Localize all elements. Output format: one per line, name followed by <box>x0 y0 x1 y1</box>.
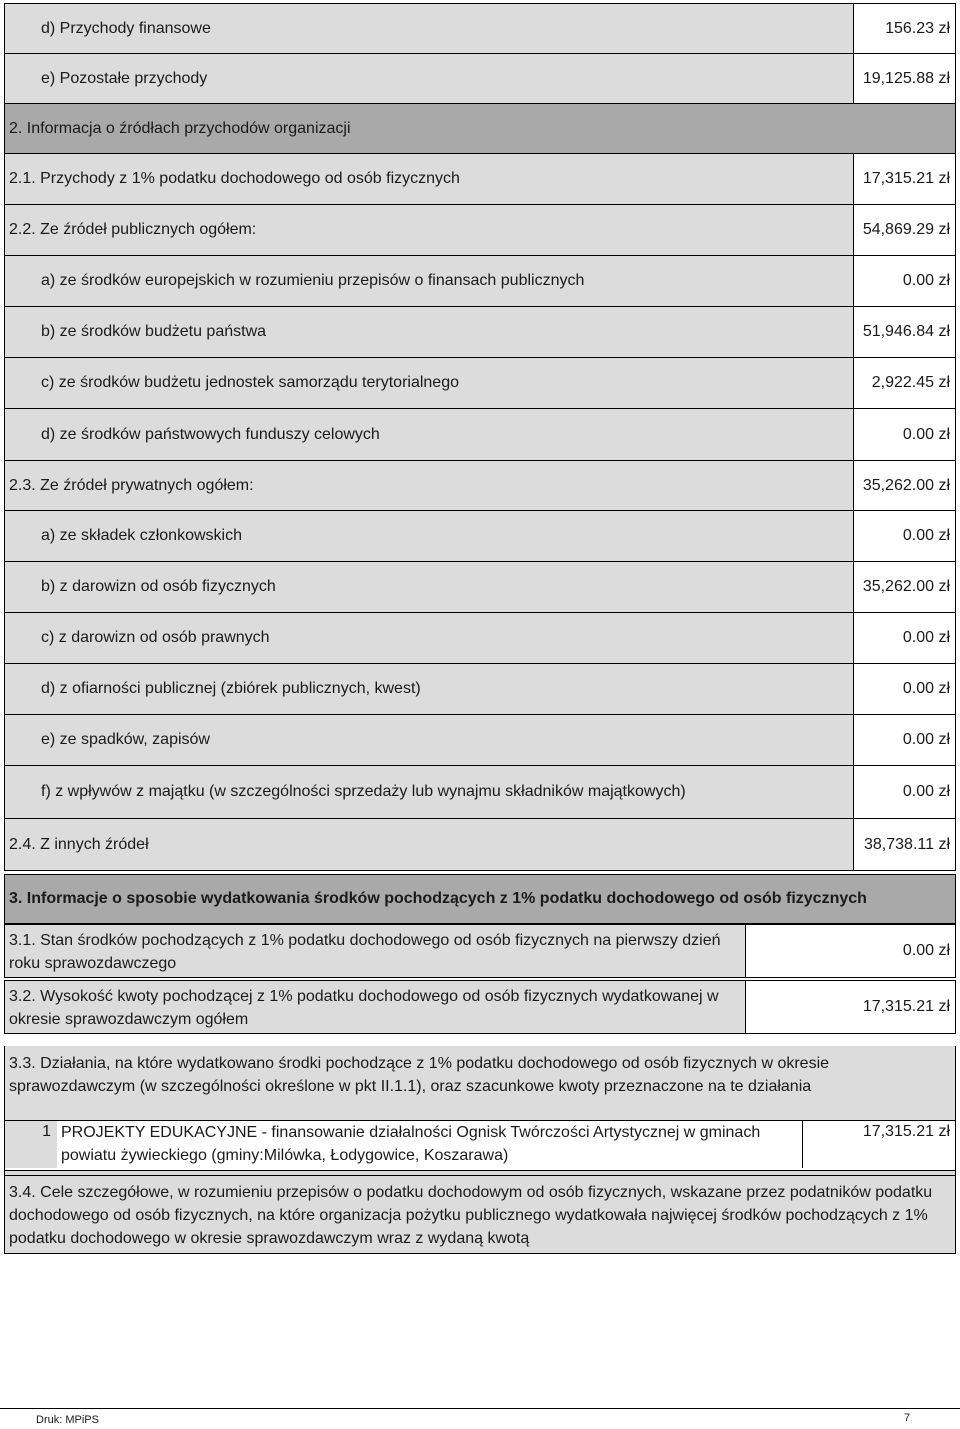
row-label: b) ze środków budżetu państwa <box>41 323 267 340</box>
row-label: d) ze środków państwowych funduszy celowych <box>41 425 380 443</box>
row-value: 17,315.21 zł <box>853 154 955 204</box>
row-value: 0.00 zł <box>853 511 955 561</box>
row-value: 17,315.21 zł <box>862 998 950 1015</box>
row-value: 35,262.00 zł <box>853 461 955 510</box>
row-label: c) ze środków budżetu jednostek samorządu terytorialnego <box>41 374 459 391</box>
activity-row <box>5 1120 955 1171</box>
table-row <box>4 204 956 256</box>
row-label: 3.2. Wysokość kwoty pochodzącej z 1% podatku dochodowego od osób fizycznych wydatkowanej w okresie sprawozdawczym ogółem <box>9 988 719 1028</box>
row-value: 0.00 zł <box>853 715 955 765</box>
row-value: 0.00 zł <box>853 256 955 306</box>
table-row <box>4 255 956 307</box>
row-value: 19,125.88 zł <box>853 54 955 103</box>
table-row <box>4 765 956 819</box>
table-row <box>4 612 956 664</box>
row-label: 3.3. Działania, na które wydatkowano środki pochodzące z 1% podatku dochodowego od osób fizycznych w okresie sprawozdawczym (w szczególności określone w pkt II.1.1), oraz szacunkowe kwoty przeznaczone na te działania <box>9 1055 830 1095</box>
table-row <box>4 663 956 715</box>
row-label: a) ze składek członkowskich <box>41 527 242 544</box>
row-label: 3.1. Stan środków pochodzących z 1% podatku dochodowego od osób fizycznych na pierwszy dzień roku sprawozdawczego <box>9 932 721 972</box>
row-value: 0.00 zł <box>853 664 955 714</box>
table-row <box>4 510 956 562</box>
row-label: b) z darowizn od osób fizycznych <box>41 578 276 595</box>
activity-number-cell <box>5 1121 58 1168</box>
row-3-1-value-cell <box>745 924 956 978</box>
row-label: 2.2. Ze źródeł publicznych ogółem: <box>9 221 257 238</box>
activity-text-cell <box>57 1121 803 1168</box>
row-value: 156.23 zł <box>853 4 955 53</box>
section-header-2 <box>4 103 956 154</box>
row-label: f) z wpływów z majątku (w szczególności sprzedaży lub wynajmu składników majątkowych) <box>41 783 686 800</box>
table-row <box>4 818 956 871</box>
row-value: 35,262.00 zł <box>853 562 955 612</box>
row-value: 0.00 zł <box>853 409 955 460</box>
section-header-3 <box>4 874 956 924</box>
row-value: 2,922.45 zł <box>853 358 955 408</box>
row-label: 3.4. Cele szczegółowe, w rozumieniu przepisów o podatku dochodowym od osób fizycznych, wskazane przez podatników podatku dochodowego od osób fizycznych, na które organizacja pożytku publicznego wydatkowała najwięcej środków pochodzących z 1% podatku dochodowego w okresie sprawozdawczym wraz z wydaną kwotą <box>9 1184 933 1247</box>
row-label: c) z darowizn od osób prawnych <box>41 629 270 646</box>
row-label: 2.3. Ze źródeł prywatnych ogółem: <box>9 476 254 494</box>
table-row <box>4 306 956 358</box>
table-row <box>4 357 956 409</box>
row-label: e) Pozostałe przychody <box>41 69 208 87</box>
row-label: 2.1. Przychody z 1% podatku dochodowego od osób fizycznych <box>9 170 460 187</box>
row-label: 2.4. Z innych źródeł <box>9 835 149 853</box>
row-value: 0.00 zł <box>902 942 950 959</box>
footer-rule <box>0 1408 960 1409</box>
table-row <box>4 153 956 205</box>
row-3-4-block <box>4 1175 956 1254</box>
activity-number: 1 <box>42 1123 51 1140</box>
table-row <box>4 3 956 54</box>
row-value: 0.00 zł <box>853 766 955 818</box>
row-label: a) ze środków europejskich w rozumieniu przepisów o finansach publicznych <box>41 272 585 289</box>
row-value: 54,869.29 zł <box>853 205 955 255</box>
table-row <box>4 714 956 766</box>
row-label: d) Przychody finansowe <box>41 19 211 37</box>
row-3-2-label-cell <box>4 980 746 1034</box>
section-title: 3. Informacje o sposobie wydatkowania środków pochodzących z 1% podatku dochodowego od osób fizycznych <box>9 890 867 907</box>
table-row <box>4 408 956 461</box>
row-3-1-label-cell <box>4 924 746 978</box>
row-value: 38,738.11 zł <box>853 819 955 870</box>
row-3-3-block <box>4 1046 956 1176</box>
footer-print-label: Druk: MPiPS <box>36 1414 99 1426</box>
activity-text: PROJEKTY EDUKACYJNE - finansowanie działalności Ognisk Twórczości Artystycznej w gminach powiatu żywieckiego (gminy:Milówka, Łodygowice, Koszarawa) <box>61 1124 761 1164</box>
table-row <box>4 460 956 511</box>
row-3-2-value-cell <box>745 980 956 1034</box>
row-label: e) ze spadków, zapisów <box>41 731 210 748</box>
table-row <box>4 53 956 104</box>
activity-value: 17,315.21 zł <box>862 1123 950 1140</box>
table-row <box>4 561 956 613</box>
row-label: d) z ofiarności publicznej (zbiórek publicznych, kwest) <box>41 680 421 697</box>
row-value: 51,946.84 zł <box>853 307 955 357</box>
page-number: 7 <box>904 1412 911 1424</box>
row-value: 0.00 zł <box>853 613 955 663</box>
section-title: 2. Informacja o źródłach przychodów organizacji <box>9 119 351 137</box>
